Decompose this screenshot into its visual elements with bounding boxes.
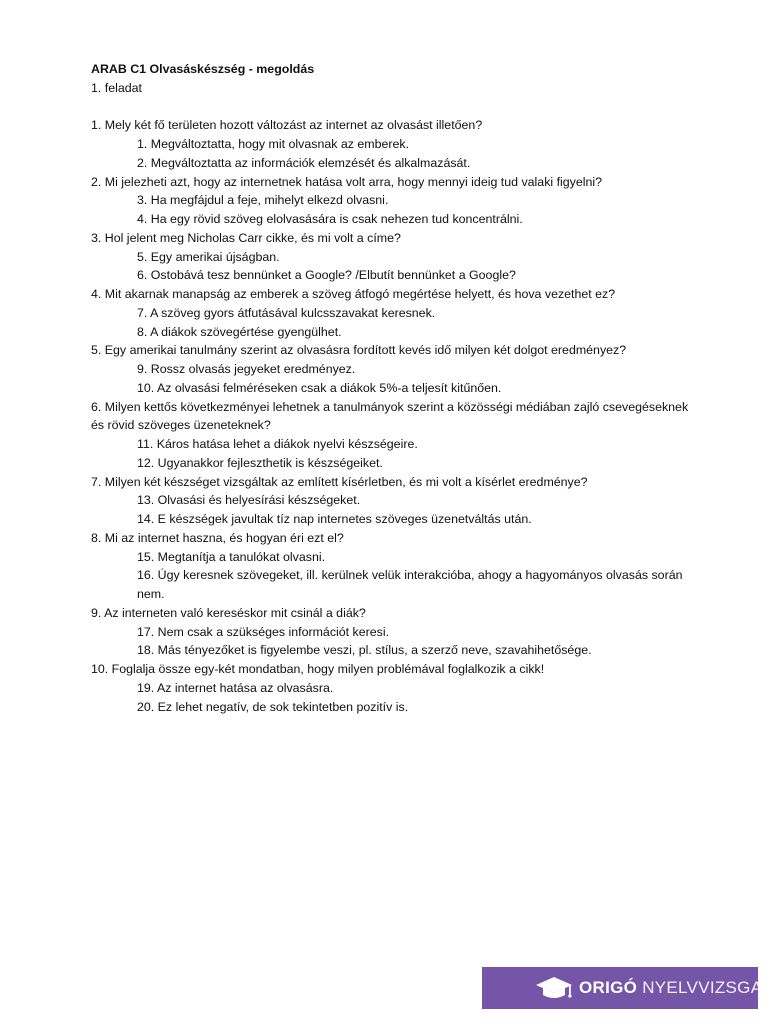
document-body xyxy=(91,60,691,716)
answer-text: 8. A diákok szövegértése gyengülhet. xyxy=(137,324,342,339)
answer-text: 11. Káros hatása lehet a diákok nyelvi készségeire. xyxy=(137,437,418,451)
answer-text: 13. Olvasási és helyesírási készségeket. xyxy=(137,493,361,508)
brand-footer xyxy=(482,967,763,1009)
spacer xyxy=(91,98,691,117)
graduation-cap-icon xyxy=(534,974,574,1002)
question-text: 7. Milyen két készséget vizsgáltak az említett kísérletben, és mi volt a kísérlet eredménye? xyxy=(91,474,588,489)
answer-text: 6. Ostobává tesz bennünket a Google? /Elbutít bennünket a Google? xyxy=(137,268,516,283)
answer-text: 10. Az olvasási felméréseken csak a diákok 5%-a teljesít kitűnően. xyxy=(137,380,502,395)
answer-text: 7. A szöveg gyors átfutásával kulcsszavakat keresnek. xyxy=(137,305,436,320)
answer-text: 9. Rossz olvasás jegyeket eredményez. xyxy=(137,362,356,376)
answer-text: 12. Ugyanakkor fejleszthetik is készségeiket. xyxy=(137,455,383,470)
question-block-3 xyxy=(91,229,691,285)
question-block-6 xyxy=(91,398,691,473)
question-text: 4. Mit akarnak manapság az emberek a szöveg átfogó megértése helyett, és hova vezethet ez? xyxy=(91,287,616,301)
question-text: 3. Hol jelent meg Nicholas Carr cikke, és mi volt a címe? xyxy=(91,230,401,245)
question-text: 10. Foglalja össze egy-két mondatban, hogy milyen problémával foglalkozik a cikk! xyxy=(91,662,545,676)
answer-text: 20. Ez lehet negatív, de sok tekintetben pozitív is. xyxy=(137,699,409,714)
document-title: ARAB C1 Olvasáskészség - megoldás xyxy=(91,62,315,76)
question-block-7 xyxy=(91,473,691,529)
question-text: 6. Milyen kettős következményei lehetnek a tanulmányok szerint a közösségi médiában zajló csevegéseknek és rövid szöveges üzeneteknek? xyxy=(91,399,689,433)
answer-text: 14. E készségek javultak tíz nap internetes szöveges üzenetváltás után. xyxy=(137,512,532,526)
brand-name-light: NYELVVIZSGA xyxy=(642,978,763,997)
question-block-2 xyxy=(91,173,691,229)
task-label: 1. feladat xyxy=(91,80,142,95)
question-block-4 xyxy=(91,285,691,341)
brand-name-bold: ORIGÓ xyxy=(579,978,638,997)
answer-text: 3. Ha megfájdul a feje, mihelyt elkezd olvasni. xyxy=(137,193,389,208)
answer-text: 1. Megváltoztatta, hogy mit olvasnak az emberek. xyxy=(137,137,410,151)
question-block-5 xyxy=(91,341,691,397)
question-text: 8. Mi az internet haszna, és hogyan éri ezt el? xyxy=(91,530,344,545)
answer-text: 17. Nem csak a szükséges információt keresi. xyxy=(137,624,390,639)
question-text: 5. Egy amerikai tanulmány szerint az olvasásra fordított kevés idő milyen két dolgot eredményez? xyxy=(91,343,627,358)
question-text: 2. Mi jelezheti azt, hogy az internetnek hatása volt arra, hogy mennyi ideig tud valaki figyelni? xyxy=(91,174,603,189)
question-block-9 xyxy=(91,604,691,660)
question-block-10 xyxy=(91,660,691,716)
answer-text: 16. Úgy keresnek szövegeket, ill. kerülnek velük interakcióba, ahogy a hagyományos olvasás során nem. xyxy=(137,568,683,601)
brand-name xyxy=(579,978,762,998)
answer-text: 18. Más tényezőket is figyelembe veszi, pl. stílus, a szerző neve, szavahihetősége. xyxy=(137,643,592,658)
answer-text: 15. Megtanítja a tanulókat olvasni. xyxy=(137,549,326,564)
answer-text: 19. Az internet hatása az olvasásra. xyxy=(137,680,334,695)
answer-text: 5. Egy amerikai újságban. xyxy=(137,249,280,264)
answer-text: 2. Megváltoztatta az információk elemzését és alkalmazását. xyxy=(137,155,471,170)
question-block-8 xyxy=(91,529,691,604)
question-text: 1. Mely két fő területen hozott változást az internet az olvasást illetően? xyxy=(91,118,483,133)
answer-text: 4. Ha egy rövid szöveg elolvasására is csak nehezen tud koncentrálni. xyxy=(137,212,523,226)
question-text: 9. Az interneten való kereséskor mit csinál a diák? xyxy=(91,605,366,620)
question-block-1 xyxy=(91,116,691,172)
